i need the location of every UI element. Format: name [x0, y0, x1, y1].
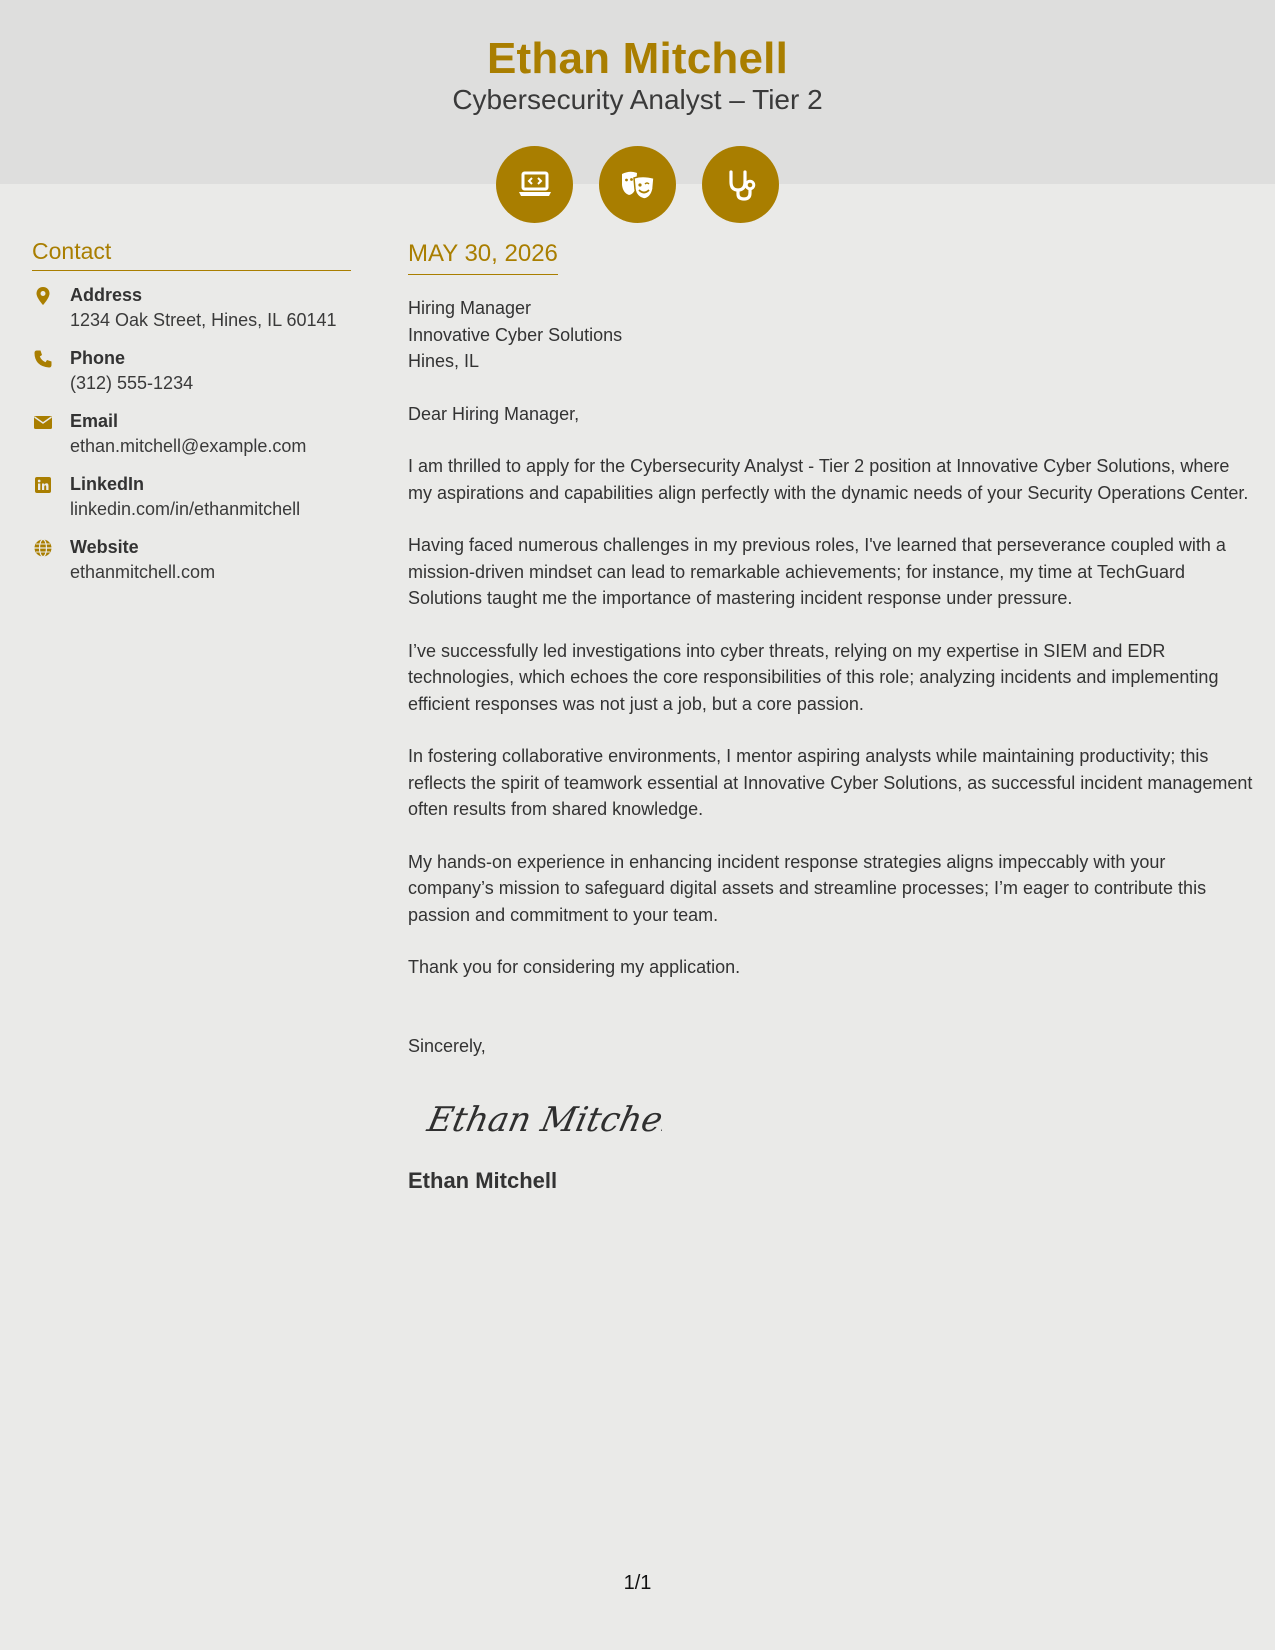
salutation: Dear Hiring Manager, [408, 403, 580, 424]
contact-label: Website [70, 537, 139, 557]
contact-value[interactable]: ethan.mitchell@example.com [70, 436, 307, 456]
recipient-name: Hiring Manager [408, 298, 532, 318]
stethoscope-icon [702, 146, 779, 223]
page-number: 1/1 [623, 1572, 652, 1594]
contact-address [32, 283, 351, 333]
body-paragraph: My hands-on experience in enhancing incident response strategies aligns impeccably with your company’s mission to safeguard digital assets and streamline processes; I’m eager to contribute this passion and commitment to your team. [408, 851, 1207, 925]
contact-label: LinkedIn [70, 474, 145, 494]
contact-value[interactable]: ethanmitchell.com [70, 562, 216, 582]
signer-name: Ethan Mitchell [408, 1168, 558, 1193]
contact-value: 1234 Oak Street, Hines, IL 60141 [70, 310, 337, 330]
body-paragraph: In fostering collaborative environments, I mentor aspiring analysts while maintaining productivity; this reflects the spirit of teamwork essential at Innovative Cyber Solutions, as successful incident management often results from shared knowledge. [408, 746, 1253, 819]
recipient-block [408, 295, 1253, 375]
linkedin-icon [32, 474, 54, 496]
contact-label: Address [70, 285, 143, 305]
contact-label: Email [70, 411, 119, 431]
contact-website [32, 535, 351, 585]
candidate-name: Ethan Mitchell [486, 34, 789, 83]
phone-icon [32, 348, 54, 370]
closing: Sincerely, [408, 1035, 486, 1056]
thank-you-line: Thank you for considering my application. [408, 957, 741, 977]
handwritten-signature [422, 1093, 662, 1143]
letter-date: MAY 30, 2026 [408, 240, 558, 275]
job-title: Cybersecurity Analyst – Tier 2 [452, 84, 823, 115]
contact-value[interactable]: linkedin.com/in/ethanmitchell [70, 499, 301, 519]
sidebar [32, 238, 351, 598]
contact-email [32, 409, 351, 459]
body-paragraph: I am thrilled to apply for the Cybersecurity Analyst - Tier 2 position at Innovative Cyber Solutions, where my aspirations and capabilities align perfectly with the dynamic needs of your Security Operations Center. [408, 456, 1249, 503]
svg-text:Ethan Mitchell: Ethan Mitchell [424, 1100, 662, 1140]
contact-phone [32, 346, 351, 396]
contact-section-title: Contact [32, 238, 351, 271]
recipient-location: Hines, IL [408, 351, 480, 371]
body-paragraph: I’ve successfully led investigations into cyber threats, relying on my expertise in SIEM and EDR technologies, which echoes the core responsibilities of this role; analyzing incidents and implementing efficient responses was not just a job, but a core passion. [408, 640, 1219, 714]
letter-body [408, 240, 1253, 1194]
body-paragraph: Having faced numerous challenges in my previous roles, I've learned that perseverance coupled with a mission-driven mindset can lead to remarkable achievements; for instance, my time at TechGuard Solutions taught me the importance of mastering incident response under pressure. [408, 535, 1226, 608]
contact-value: (312) 555-1234 [70, 373, 194, 393]
contact-label: Phone [70, 348, 126, 368]
map-pin-icon [32, 285, 54, 307]
globe-icon [32, 537, 54, 559]
contact-linkedin [32, 472, 351, 522]
envelope-icon [32, 411, 54, 433]
header-icon-row [0, 146, 1275, 223]
laptop-code-icon [496, 146, 573, 223]
recipient-company: Innovative Cyber Solutions [408, 324, 623, 345]
theater-masks-icon [599, 146, 676, 223]
